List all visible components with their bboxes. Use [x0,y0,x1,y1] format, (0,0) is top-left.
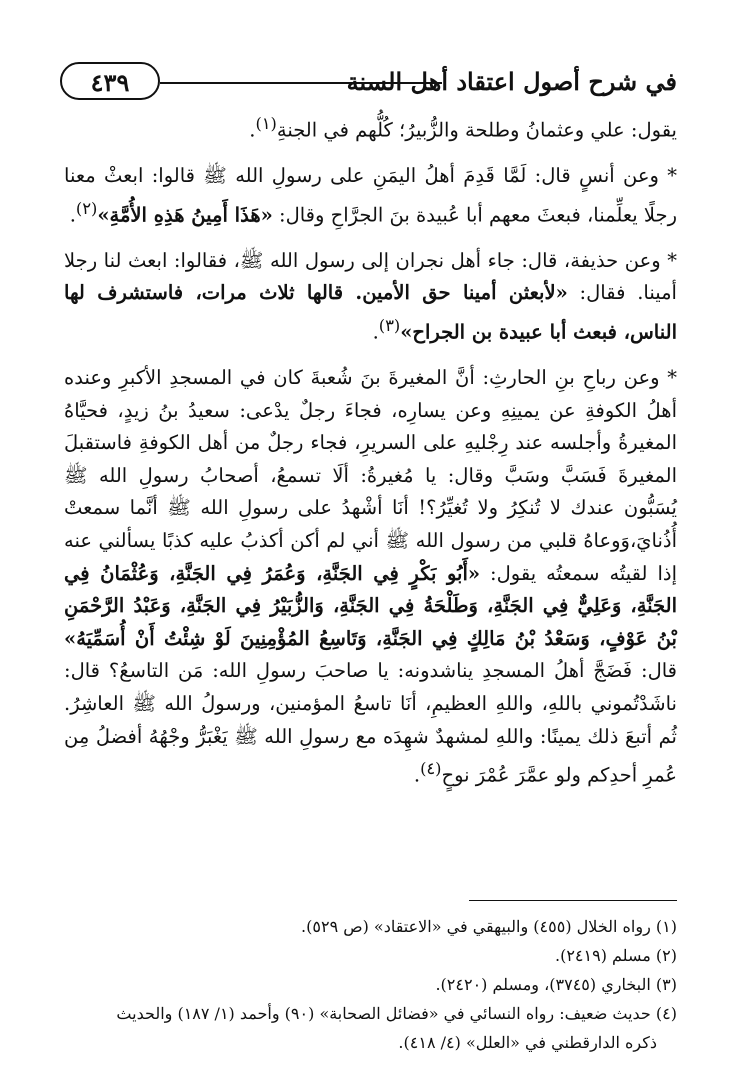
hadith-quote: «هَذَا أَمِينُ هَذِهِ الأُمَّةِ» [97,203,273,227]
text-run: . [69,203,76,227]
footnote: (٤) حديث ضعيف: رواه النسائي في «فضائل الصحابة» (٩٠) وأحمد (١/ ١٨٧) والحديث [116,1004,677,1023]
footnote: (٣) البخاري (٣٧٤٥)، ومسلم (٢٤٢٠). [435,975,677,994]
page-number: ٤٣٩ [60,62,160,100]
text-run: يقول: علي وعثمانُ وطلحة والزُّبيرُ؛ كُلُّهم في الجنةِ [276,118,677,142]
text-run: * وعن أنسٍ قال: لَمَّا قَدِمَ أهلُ اليمَنِ على رسولِ الله ﷺ قالوا: ابعثْ معنا رجلًا يعلِّمنا، فبعثَ معهم أبا عُبيدة بنَ الجرَّاحِ وقال: [64,164,677,227]
text-run: . [249,118,256,142]
text-run: * وعن رباحِ بنِ الحارثِ: أنَّ المغيرةَ بنَ شُعبةَ كان في المسجدِ الأكبرِ وعنده أهلُ الكوفةِ عن يمينِهِ وعن يسارِه، فجاءَ رجلٌ يدْعى: سعيدُ بنُ زيدٍ، فحيَّاهُ المغيرةُ وأجلسه عند رِجْليهِ على السريرِ، فجاء رجلٌ من أهل الكوفةِ فاستقبلَ المغيرةَ فَسَبَّ وسَبَّ وقال: يا مُغيرةُ: ألَا تسمعُ، أصحابُ رسولِ الله ﷺ يُسَبُّون عندك لا تُنكِرُ ولا تُغيِّرُ؟! أنَا أشْهدُ على رسولِ الله ﷺ أنَّما سمعتْ أُذُنايَ،وَوعاهُ قلبي من رسول الله ﷺ أني لم أكن أكذبُ عليه كذبًا يسألني عنه إذا لقيتُه سمعتُه يقول: [64,366,677,585]
body-paragraph [64,362,677,792]
page-header [60,62,677,108]
body-paragraph [64,108,677,147]
text-run: . [413,763,421,787]
footnote-divider [469,900,677,901]
text-run: قال: فَضَجَّ أهلُ المسجدِ يناشدونه: يا صاحبَ رسولِ الله: مَن التاسعُ؟ قال: ناشَدْتُموني باللهِ، واللهِ العظيمِ، أنَا تاسعُ المؤمنين، ورسولُ الله ﷺ العاشِرُ. ثُم أتبعَ ذلك يمينًا: واللهِ لمشهدٌ شهِدَه مع رسولِ الله ﷺ يَغْبَرُّ وجْهُهُ أفضلُ مِن عُمرِ أحدِكم ولو عمَّرَ عُمْرَ نوحٍ [64,659,677,787]
body-text [64,108,677,792]
hadith-quote: «أَبُو بَكْرٍ فِي الجَنَّةِ، وَعُمَرُ فِي الجَنَّةِ، وَعُثْمَانُ فِي الجَنَّةِ، وَعَلِيٌّ فِي الجَنَّةِ، وَطَلْحَةُ فِي الجَنَّةِ، وَالزُّبَيْرُ فِي الجَنَّةِ، وَعَبْدُ الرَّحْمَنِ بْنُ عَوْفٍ، وَسَعْدُ بْنُ مَالِكٍ فِي الجَنَّةِ، وَتَاسِعُ المُؤْمِنِينَ لَوْ شِئْتُ أَنْ أُسَمِّيَهُ» [64,561,677,650]
footnote-marker: (٣) [378,315,401,335]
running-title: في شرح أصول اعتقاد أهل السنة [346,67,677,96]
footnote-marker: (٤) [420,759,442,779]
footnote-marker: (٢) [75,198,98,218]
body-paragraph [64,160,677,232]
footnote: ذكره الدارقطني في «العلل» (٤/ ٤١٨). [398,1033,657,1052]
text-run: . [372,320,379,344]
footnote: (١) رواه الخلال (٤٥٥) والبيهقي في «الاعتقاد» (ص ٥٢٩). [301,917,677,936]
body-paragraph [64,245,677,349]
footnote-marker: (١) [255,114,277,133]
hadith-quote: «لأبعثن أمينا حق الأمين. قالها ثلاث مرات، فاستشرف لها الناس، فبعث أبا عبيدة بن الجراح» [64,281,677,344]
footnote: (٢) مسلم (٢٤١٩). [555,946,677,965]
text-run: * وعن حذيفة، قال: جاء أهل نجران إلى رسول الله ﷺ، فقالوا: ابعث لنا رجلا أمينا. فقال: [64,248,677,305]
footnotes [64,912,677,1057]
